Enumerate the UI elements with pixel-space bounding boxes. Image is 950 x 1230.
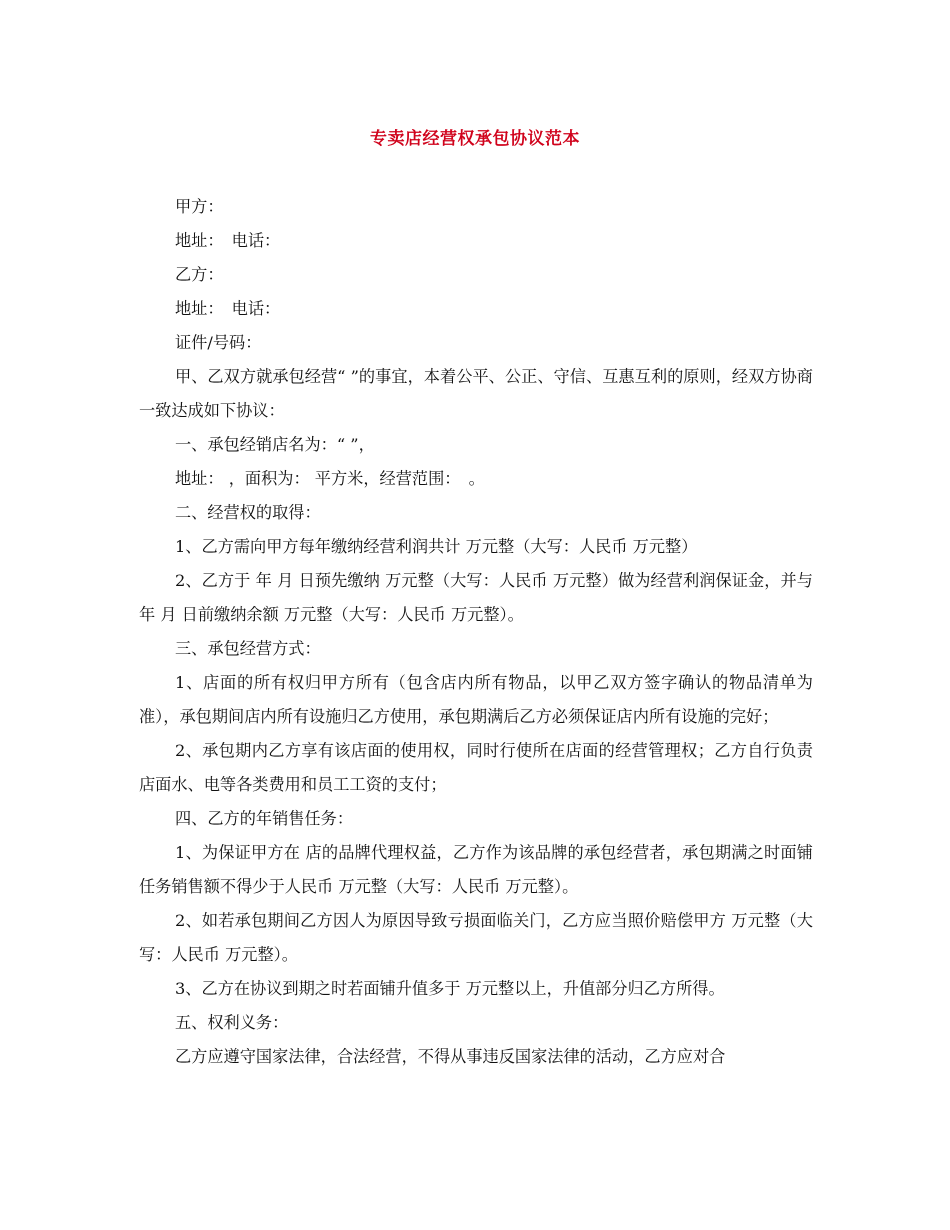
section-4-clause-1: 1、为保证甲方在 店的品牌代理权益，乙方作为该品牌的承包经营者，承包期满之时面铺任务销售额不得少于人民币 万元整（大写：人民币 万元整）。 [139,843,813,896]
section-5-clause-1: 乙方应遵守国家法律，合法经营，不得从事违反国家法律的活动，乙方应对合 [175,1047,726,1066]
section-3-heading: 三、承包经营方式： [175,639,321,658]
party-b-line: 乙方： [175,265,224,284]
section-3-clause-2: 2、承包期内乙方享有该店面的使用权，同时行使所在店面的经营管理权；乙方自行负责店面水、电等各类费用和员工工资的支付； [139,741,813,794]
preamble-paragraph: 甲、乙双方就承包经营“ ”的事宜，本着公平、公正、守信、互惠互利的原则，经双方协商一致达成如下协议： [139,367,813,420]
section-5-heading: 五、权利义务： [175,1013,289,1032]
section-1-address: 地址： ，面积为： 平方米，经营范围： 。 [175,469,485,488]
party-a-address-line: 地址： 电话： [175,231,281,250]
section-1-store-name: 一、承包经销店名为：“ ”， [175,435,375,454]
section-2-heading: 二、经营权的取得： [175,503,321,522]
party-b-id-line: 证件/号码： [175,333,262,352]
document-body [139,190,813,1074]
party-b-address-line: 地址： 电话： [175,299,281,318]
section-4-clause-2: 2、如若承包期间乙方因人为原因导致亏损面临关门，乙方应当照价赔偿甲方 万元整（大写：人民币 万元整）。 [139,911,813,964]
party-a-line: 甲方： [175,197,224,216]
section-3-clause-1: 1、店面的所有权归甲方所有（包含店内所有物品，以甲乙双方签字确认的物品清单为准），承包期间店内所有设施归乙方使用，承包期满后乙方必须保证店内所有设施的完好； [139,673,813,726]
document-title: 专卖店经营权承包协议范本 [370,129,580,149]
section-2-clause-2: 2、乙方于 年 月 日预先缴纳 万元整（大写：人民币 万元整）做为经营利润保证金，并与 年 月 日前缴纳余额 万元整（大写：人民币 万元整）。 [139,571,813,624]
section-4-clause-3: 3、乙方在协议到期之时若面铺升值多于 万元整以上，升值部分归乙方所得。 [175,979,725,998]
section-4-heading: 四、乙方的年销售任务： [175,809,354,828]
section-2-clause-1: 1、乙方需向甲方每年缴纳经营利润共计 万元整（大写：人民币 万元整） [175,537,698,556]
